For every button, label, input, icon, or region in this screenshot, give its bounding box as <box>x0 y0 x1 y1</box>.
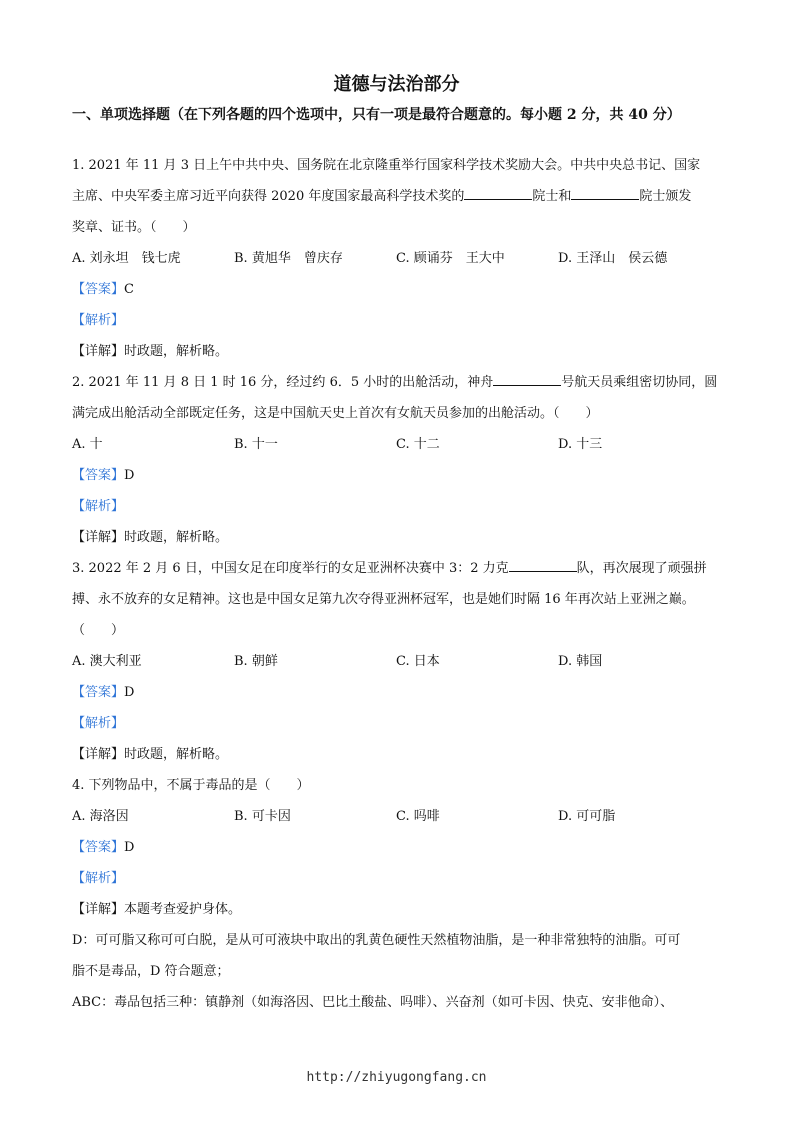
analysis-tag: 【解析】 <box>72 313 125 328</box>
answer-line <box>72 280 722 311</box>
question-stem-line: 2. 2021 年 11 月 8 日 1 时 16 分，经过约 6．5 小时的出舱活动，神舟 号航天员乘组密切协同，圆 <box>72 375 718 390</box>
analysis-line <box>72 311 722 342</box>
section-heading: 一、单项选择题（在下列各题的四个选项中，只有一项是最符合题意的。每小题 2 分，共 40 分） <box>72 107 681 123</box>
choice-d: D. 王泽山 侯云德 <box>558 251 668 266</box>
analysis-line <box>72 869 722 900</box>
answer-line <box>72 466 722 497</box>
question-stem-line: （ ） <box>72 623 125 638</box>
answer-line <box>72 838 722 869</box>
choice-a: A. 海洛因 <box>72 809 129 824</box>
answer-value: D <box>124 468 135 483</box>
choice-a: A. 澳大利亚 <box>72 654 142 669</box>
answer-value: C <box>124 282 134 297</box>
analysis-line <box>72 497 722 528</box>
choice-b: B. 十一 <box>234 437 278 452</box>
question-stem-line: 搏、永不放弃的女足精神。这也是中国女足第九次夺得亚洲杯冠军，也是她们时隔 16 年再次站上亚洲之巅。 <box>72 592 695 607</box>
detail-line: 【详解】时政题，解析略。 <box>72 344 229 359</box>
detail-line: ABC：毒品包括三种：镇静剂（如海洛因、巴比土酸盐、吗啡）、兴奋剂（如可卡因、快克、安非他命）、 <box>72 995 674 1010</box>
answer-tag: 【答案】 <box>72 282 125 297</box>
footer-url: http://zhiyugongfang.cn <box>306 1070 487 1085</box>
choice-b: B. 黄旭华 曾庆存 <box>234 251 343 266</box>
answer-blank <box>464 187 532 200</box>
choice-c: C. 十二 <box>396 437 440 452</box>
choice-a: A. 刘永坦 钱七虎 <box>72 251 181 266</box>
choice-d: D. 可可脂 <box>558 809 616 824</box>
answer-tag: 【答案】 <box>72 468 125 483</box>
choice-row <box>72 807 722 838</box>
choice-row <box>72 249 722 280</box>
question-4 <box>72 776 722 1024</box>
answer-tag: 【答案】 <box>72 840 125 855</box>
analysis-line <box>72 714 722 745</box>
question-stem-line: 满完成出舱活动全部既定任务，这是中国航天史上首次有女航天员参加的出舱活动。（ ） <box>72 406 599 421</box>
answer-blank <box>571 187 639 200</box>
detail-tag: 【详解】 <box>72 530 125 545</box>
detail-line: 【详解】时政题，解析略。 <box>72 530 229 545</box>
question-stem-line: 3. 2022 年 2 月 6 日，中国女足在印度举行的女足亚洲杯决赛中 3：2 力克 队，再次展现了顽强拼 <box>72 561 707 576</box>
question-3 <box>72 559 722 776</box>
answer-line <box>72 683 722 714</box>
choice-c: C. 吗啡 <box>396 809 440 824</box>
analysis-tag: 【解析】 <box>72 716 125 731</box>
question-stem-line: 1. 2021 年 11 月 3 日上午中共中央、国务院在北京隆重举行国家科学技术奖励大会。中共中央总书记、国家 <box>72 158 701 173</box>
detail-tag: 【详解】 <box>72 902 125 917</box>
question-stem-line: 奖章、证书。（ ） <box>72 220 196 235</box>
detail-tag: 【详解】 <box>72 344 125 359</box>
answer-tag: 【答案】 <box>72 685 125 700</box>
answer-value: D <box>124 840 135 855</box>
choice-c: C. 日本 <box>396 654 440 669</box>
choice-c: C. 顾诵芬 王大中 <box>396 251 505 266</box>
detail-tag: 【详解】 <box>72 747 125 762</box>
choice-row <box>72 652 722 683</box>
answer-blank <box>509 559 577 572</box>
choice-b: B. 朝鲜 <box>234 654 278 669</box>
choice-a: A. 十 <box>72 437 103 452</box>
question-1 <box>72 156 722 373</box>
question-stem-line: 4. 下列物品中，不属于毒品的是（ ） <box>72 778 310 793</box>
answer-value: D <box>124 685 135 700</box>
choice-row <box>72 435 722 466</box>
detail-line: 脂不是毒品，D 符合题意； <box>72 964 230 979</box>
page-title: 道德与法治部分 <box>333 74 460 95</box>
question-2 <box>72 373 722 559</box>
choice-d: D. 十三 <box>558 437 603 452</box>
detail-line: 【详解】时政题，解析略。 <box>72 747 229 762</box>
analysis-tag: 【解析】 <box>72 871 125 886</box>
detail-line: D：可可脂又称可可白脱，是从可可液块中取出的乳黄色硬性天然植物油脂，是一种非常独特的油脂。可可 <box>72 933 681 948</box>
analysis-tag: 【解析】 <box>72 499 125 514</box>
choice-b: B. 可卡因 <box>234 809 291 824</box>
answer-blank <box>493 373 561 386</box>
question-stem-line: 主席、中央军委主席习近平向获得 2020 年度国家最高科学技术奖的 院士和 院士颁发 <box>72 189 692 204</box>
detail-line: 【详解】本题考查爱护身体。 <box>72 902 242 917</box>
question-list <box>72 156 722 1024</box>
choice-d: D. 韩国 <box>558 654 603 669</box>
